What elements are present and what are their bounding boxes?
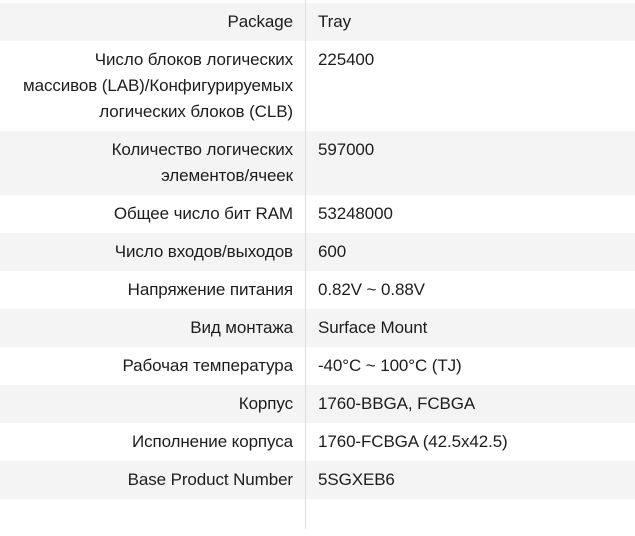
spec-label: Число блоков логических массивов (LAB)/Конфигурируемых логических блоков (CLB) bbox=[23, 50, 293, 121]
spec-value: -40°C ~ 100°C (TJ) bbox=[318, 356, 462, 375]
spec-label: Общее число бит RAM bbox=[113, 204, 293, 223]
spec-label: Корпус bbox=[238, 394, 293, 413]
spec-value: 225400 bbox=[318, 50, 375, 69]
spec-value: 0.82V ~ 0.88V bbox=[318, 280, 425, 299]
spec-value: 5SGXEB6 bbox=[318, 470, 395, 489]
spec-value: Tray bbox=[318, 12, 351, 31]
table-row bbox=[0, 385, 635, 423]
table-row bbox=[0, 423, 635, 461]
spec-label: Напряжение питания bbox=[127, 280, 293, 299]
spec-label: Вид монтажа bbox=[190, 318, 293, 337]
table-row bbox=[0, 271, 635, 309]
table-row bbox=[0, 3, 635, 41]
column-divider bbox=[305, 0, 306, 529]
spec-value: 1760-FCBGA (42.5x42.5) bbox=[318, 432, 508, 451]
table-row bbox=[0, 131, 635, 195]
spec-value: 600 bbox=[318, 242, 347, 261]
table-row bbox=[0, 347, 635, 385]
spec-label: Исполнение корпуса bbox=[131, 432, 293, 451]
table-row bbox=[0, 195, 635, 233]
spec-value: 597000 bbox=[318, 140, 375, 159]
table-row bbox=[0, 461, 635, 499]
spec-label: Рабочая температура bbox=[122, 356, 293, 375]
table-row bbox=[0, 233, 635, 271]
table-row bbox=[0, 309, 635, 347]
spec-label: Package bbox=[227, 12, 293, 31]
table-row bbox=[0, 41, 635, 131]
spec-label: Число входов/выходов bbox=[114, 242, 293, 261]
spec-value: 53248000 bbox=[318, 204, 393, 223]
spec-value: 1760-BBGA, FCBGA bbox=[318, 394, 476, 413]
spec-value: Surface Mount bbox=[318, 318, 428, 337]
spec-label: Количество логических элементов/ячеек bbox=[111, 140, 293, 185]
spec-label: Base Product Number bbox=[127, 470, 293, 489]
